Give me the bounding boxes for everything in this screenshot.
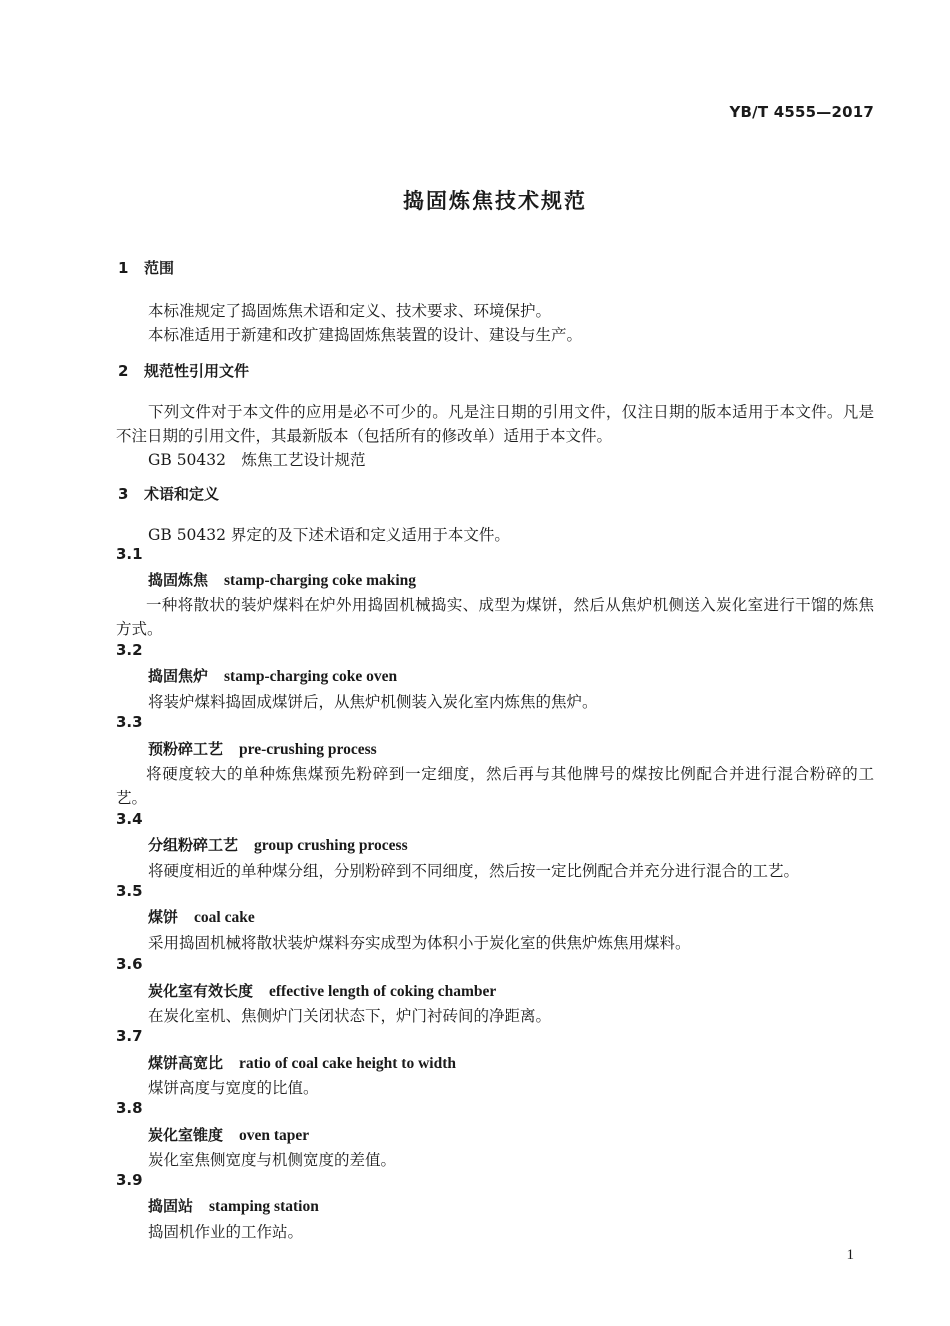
term-heading: [148, 738, 377, 759]
term-definition: 采用捣固机械将散状装炉煤料夯实成型为体积小于炭化室的供焦炉炼焦用煤料。: [148, 934, 691, 952]
term-heading: [148, 1195, 319, 1216]
term-zh: 煤饼: [148, 908, 179, 926]
page-title: 捣固炼焦技术规范: [403, 189, 587, 213]
term-number: 3.3: [116, 713, 143, 731]
term-en: stamping station: [209, 1198, 319, 1215]
term-en: group crushing process: [254, 837, 408, 854]
reference-gb50432: GB 50432 炼焦工艺设计规范: [148, 451, 366, 469]
section-title: 规范性引用文件: [144, 362, 250, 380]
term-en: coal cake: [194, 909, 255, 926]
term-zh: 煤饼高宽比: [148, 1054, 224, 1072]
term-zh: 预粉碎工艺: [148, 740, 224, 758]
term-en: oven taper: [239, 1127, 310, 1144]
section-number: 2: [118, 362, 129, 380]
term-en: effective length of coking chamber: [269, 983, 497, 1000]
term-definition: 一种将散状的装炉煤料在炉外用捣固机械捣实、成型为煤饼，然后从焦炉机侧送入炭化室进行干馏的炼焦方式。: [116, 596, 874, 638]
standard-code: YB/T 4555—2017: [729, 103, 874, 121]
term-definition: 炭化室焦侧宽度与机侧宽度的差值。: [148, 1151, 397, 1169]
section-title: 范围: [144, 259, 175, 277]
term-number: 3.2: [116, 641, 143, 659]
term-number: 3.4: [116, 810, 143, 828]
references-paragraph: 下列文件对于本文件的应用是必不可少的。凡是注日期的引用文件，仅注日期的版本适用于本文件。凡是不注日期的引用文件，其最新版本（包括所有的修改单）适用于本文件。: [116, 403, 874, 445]
term-heading: [148, 569, 416, 590]
term-number: 3.1: [116, 545, 143, 563]
term-definition: 在炭化室机、焦侧炉门关闭状态下，炉门衬砖间的净距离。: [148, 1007, 552, 1025]
terms-intro: GB 50432 界定的及下述术语和定义适用于本文件。: [148, 526, 510, 544]
term-en: ratio of coal cake height to width: [239, 1055, 456, 1072]
term-en: pre-crushing process: [239, 741, 377, 758]
term-heading: [148, 906, 255, 927]
term-en: stamp-charging coke oven: [224, 668, 398, 685]
term-en: stamp-charging coke making: [224, 572, 417, 589]
term-definition: 将硬度较大的单种炼焦煤预先粉碎到一定细度，然后再与其他牌号的煤按比例配合并进行混合粉碎的工艺。: [116, 765, 874, 807]
term-zh: 捣固焦炉: [148, 667, 209, 685]
term-heading: [148, 980, 496, 1001]
term-heading: [148, 665, 397, 686]
section-number: 3: [118, 485, 129, 503]
scope-paragraph-1: 本标准规定了捣固炼焦术语和定义、技术要求、环境保护。: [148, 302, 552, 320]
term-zh: 分组粉碎工艺: [148, 836, 239, 854]
term-zh: 炭化室有效长度: [148, 982, 254, 1000]
term-zh: 捣固炼焦: [148, 571, 209, 589]
page-number: 1: [846, 1247, 854, 1263]
term-number: 3.6: [116, 955, 143, 973]
term-definition: 将硬度相近的单种煤分组，分别粉碎到不同细度，然后按一定比例配合并充分进行混合的工艺。: [148, 862, 800, 880]
scope-paragraph-2: 本标准适用于新建和改扩建捣固炼焦装置的设计、建设与生产。: [148, 326, 583, 344]
term-definition: 煤饼高度与宽度的比值。: [148, 1079, 319, 1097]
term-zh: 捣固站: [148, 1197, 194, 1215]
term-number: 3.5: [116, 882, 143, 900]
section-title: 术语和定义: [144, 485, 220, 503]
term-number: 3.7: [116, 1027, 143, 1045]
term-heading: [148, 834, 408, 855]
term-definition: 捣固机作业的工作站。: [148, 1223, 304, 1241]
section-heading-terms: [118, 483, 219, 504]
section-heading-references: [118, 360, 249, 381]
term-number: 3.9: [116, 1171, 143, 1189]
term-definition: 将装炉煤料捣固成煤饼后，从焦炉机侧装入炭化室内炼焦的焦炉。: [148, 693, 598, 711]
term-heading: [148, 1052, 456, 1073]
term-number: 3.8: [116, 1099, 143, 1117]
term-heading: [148, 1124, 309, 1145]
section-number: 1: [118, 259, 129, 277]
term-zh: 炭化室锥度: [148, 1126, 224, 1144]
section-heading-scope: [118, 257, 174, 278]
